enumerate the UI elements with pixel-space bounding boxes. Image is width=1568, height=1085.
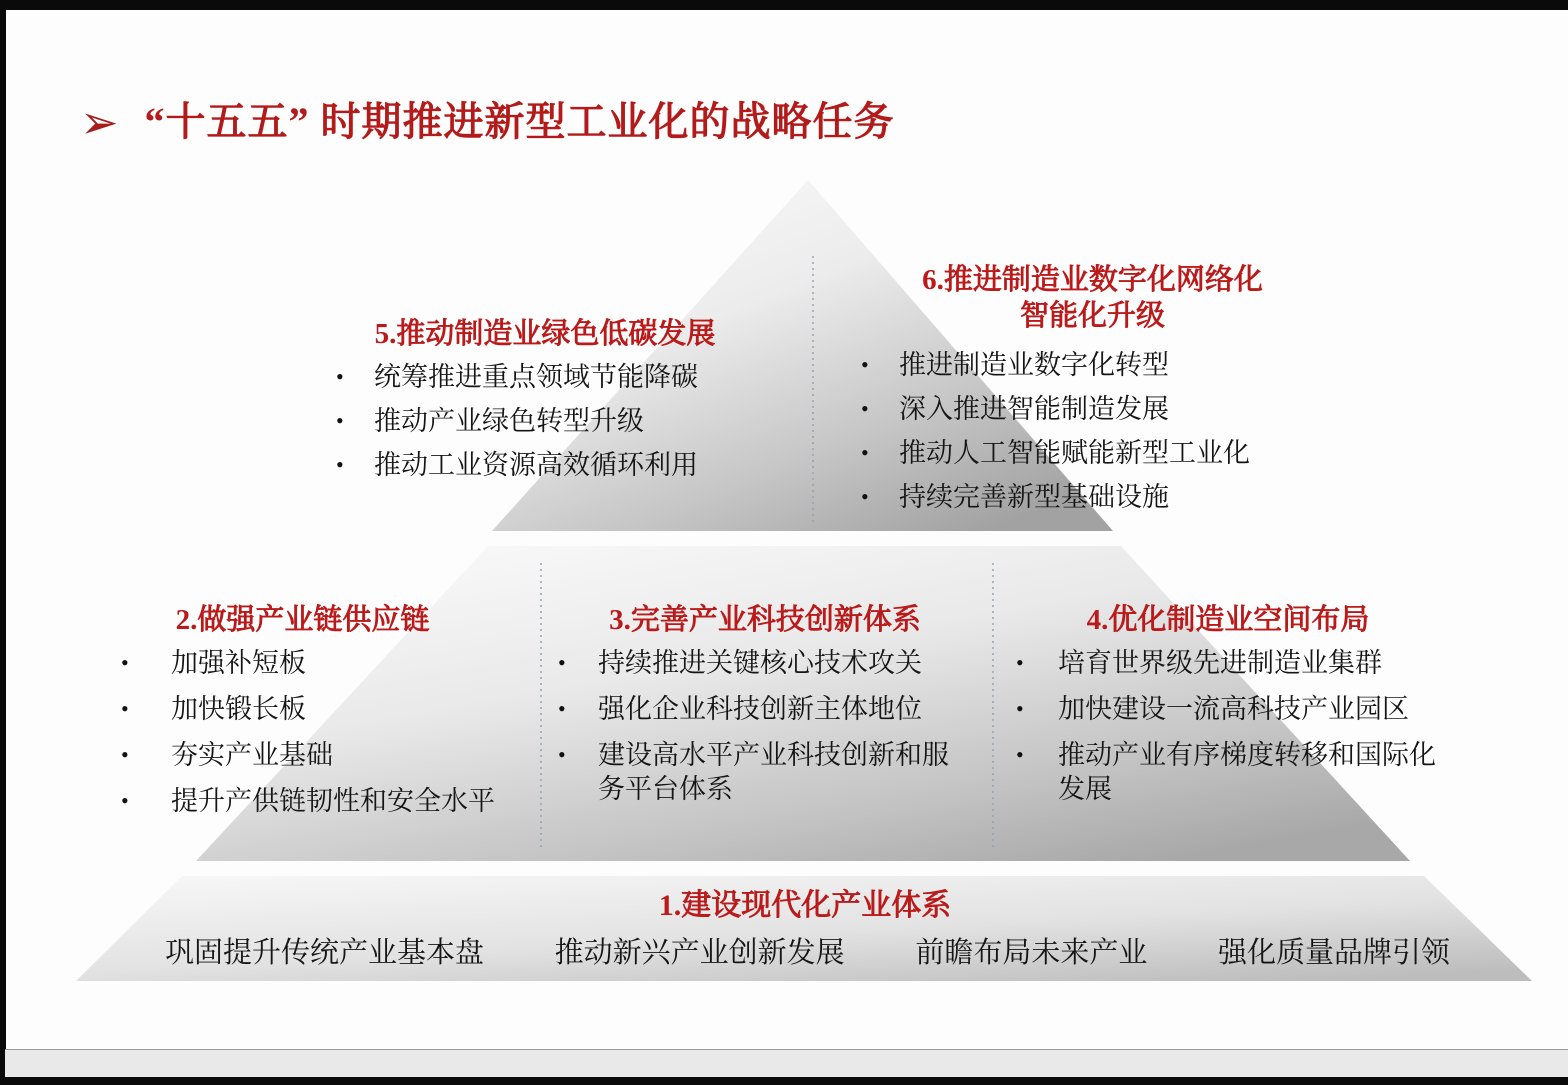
bullet-dot: • — [861, 484, 869, 509]
bullet-dot: • — [558, 650, 566, 675]
bullet-dot: • — [558, 742, 566, 767]
section-1-item: 巩固提升传统产业基本盘 — [165, 937, 485, 969]
bullet-dot: • — [861, 440, 869, 465]
section-1-title: 1.建设现代化产业体系 — [658, 889, 952, 922]
bullet-dot: • — [1016, 742, 1024, 767]
list-item: • 推动产业绿色转型升级 — [330, 404, 760, 438]
bullet-dot: • — [861, 396, 869, 421]
list-item: • 深入推进智能制造发展 — [855, 392, 1330, 426]
section-3-tech-innovation — [550, 602, 980, 818]
list-item: • 推动产业有序梯度转移和国际化发展 — [1008, 738, 1448, 806]
bullet-dot: • — [121, 696, 129, 721]
list-item: • 统筹推进重点领域节能降碳 — [330, 360, 760, 394]
section-2-list — [105, 646, 500, 818]
section-4-spatial-layout — [1008, 602, 1448, 818]
list-item: • 培育世界级先进制造业集群 — [1008, 646, 1448, 680]
list-item: • 强化企业科技创新主体地位 — [550, 692, 980, 726]
list-item: • 推进制造业数字化转型 — [855, 348, 1330, 382]
list-item: • 加快锻长板 — [105, 692, 500, 726]
bullet-dot: • — [121, 650, 129, 675]
section-4-list — [1008, 646, 1448, 806]
list-item: • 建设高水平产业科技创新和服务平台体系 — [550, 738, 980, 806]
player-bottom-bar — [5, 1049, 1568, 1077]
list-item: • 加快建设一流高科技产业园区 — [1008, 692, 1448, 726]
section-5-green-low-carbon — [330, 316, 760, 492]
section-6-list — [855, 348, 1330, 514]
bullet-dot: • — [121, 742, 129, 767]
bullet-dot: • — [121, 788, 129, 813]
section-2-supply-chain — [105, 602, 500, 830]
bullet-dot: • — [861, 352, 869, 377]
bullet-dot: • — [336, 408, 344, 433]
bullet-dot: • — [336, 364, 344, 389]
section-1-item: 强化质量品牌引领 — [1217, 937, 1450, 969]
section-1-item: 推动新兴产业创新发展 — [554, 937, 845, 969]
list-item: • 持续推进关键核心技术攻关 — [550, 646, 980, 680]
section-5-title: 5.推动制造业绿色低碳发展 — [374, 318, 716, 350]
section-2-title: 2.做强产业链供应链 — [175, 604, 430, 636]
bullet-dot: • — [1016, 650, 1024, 675]
bullet-dot: • — [558, 696, 566, 721]
list-item: • 推动工业资源高效循环利用 — [330, 448, 760, 482]
list-item: • 持续完善新型基础设施 — [855, 480, 1330, 514]
arrow-bullet-icon: ➢ — [80, 95, 119, 149]
list-item: • 夯实产业基础 — [105, 738, 500, 772]
list-item: • 推动人工智能赋能新型工业化 — [855, 436, 1330, 470]
section-3-title: 3.完善产业科技创新体系 — [609, 604, 921, 636]
bullet-dot: • — [1016, 696, 1024, 721]
slide-title-row — [80, 96, 895, 148]
list-item: • 加强补短板 — [105, 646, 500, 680]
section-4-title: 4.优化制造业空间布局 — [1086, 604, 1370, 636]
list-item: • 提升产供链韧性和安全水平 — [105, 784, 500, 818]
section-3-list — [550, 646, 980, 806]
section-6-digital-upgrade — [855, 262, 1330, 524]
section-5-list — [330, 360, 760, 482]
section-1-item: 前瞻布局未来产业 — [915, 937, 1148, 969]
bullet-dot: • — [336, 452, 344, 477]
section-6-title-line1: 6.推进制造业数字化网络化 — [922, 264, 1263, 296]
page-title: “十五五” 时期推进新型工业化的战略任务 — [144, 99, 895, 144]
section-6-title-line2: 智能化升级 — [1019, 300, 1165, 332]
section-1-items-row — [165, 930, 1450, 971]
